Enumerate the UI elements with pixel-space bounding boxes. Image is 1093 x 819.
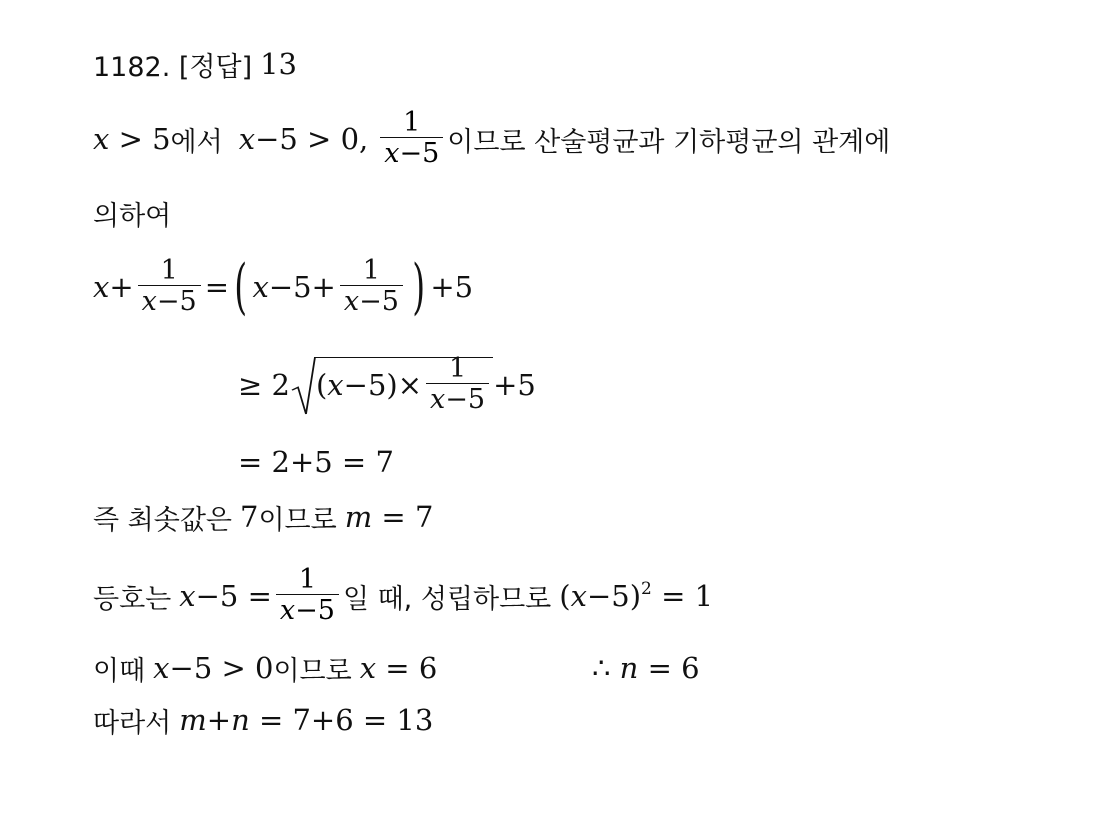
line-minimum bbox=[93, 497, 433, 537]
line-uihayeo bbox=[93, 193, 171, 233]
math-x-eq-6: x = 6 bbox=[359, 651, 438, 685]
math-result: = 2+5 = 7 bbox=[238, 445, 394, 479]
equation-line-2 bbox=[238, 342, 536, 428]
equation-line-1 bbox=[93, 244, 473, 330]
text-line2-suffix: 이므로 산술평균과 기하평균의 관계에 bbox=[447, 126, 891, 158]
line-therefore bbox=[592, 648, 700, 688]
text-ttaraseo: 따라서 bbox=[93, 707, 172, 739]
line-equality bbox=[93, 553, 713, 639]
problem-number-label: 1182. [정답] bbox=[93, 51, 253, 83]
radical-sign-icon bbox=[290, 355, 316, 415]
text-imeuro-2: 이므로 bbox=[273, 655, 352, 687]
math-m-eq-7: m = 7 bbox=[344, 500, 434, 534]
math-plus-5b: +5 bbox=[493, 368, 536, 402]
fraction-term-4: $\frac{1}{x-5}$ bbox=[276, 566, 339, 626]
fraction-term-3: $\frac{1}{x-5}$ bbox=[426, 355, 489, 415]
math-square-eq-1: $(x-5)^2 = 1$ bbox=[559, 579, 714, 613]
fraction-term: $\frac{1}{x-5}$ bbox=[138, 257, 201, 317]
equation-line-3 bbox=[238, 442, 394, 482]
text-itae: 이때 bbox=[93, 655, 146, 687]
line-final bbox=[93, 700, 433, 740]
math-geq-2: ≥ 2 bbox=[238, 368, 290, 402]
text-il-ttae: 일 때, 성립하므로 bbox=[342, 583, 552, 615]
math-plus-5: +5 bbox=[430, 270, 474, 304]
math-product: (x−5)× bbox=[315, 367, 423, 402]
problem-answer: 13 bbox=[260, 47, 298, 81]
text-eseo: 에서 bbox=[170, 126, 223, 158]
right-paren: ) bbox=[412, 252, 426, 322]
line-itae bbox=[93, 648, 437, 688]
math-equals: = bbox=[204, 270, 230, 304]
fraction-1-over-x-minus-5: $\frac{1}{x-5}$ bbox=[380, 109, 443, 169]
math-final-sum: m+n = 7+6 = 13 bbox=[179, 703, 434, 737]
math-x-gt-5: x > 5 bbox=[93, 122, 171, 156]
math-positive: x−5 > 0 bbox=[153, 651, 274, 685]
problem-header bbox=[93, 42, 297, 86]
math-x-minus-5-plus: x−5+ bbox=[252, 270, 336, 304]
math-x-plus: x+ bbox=[93, 270, 134, 304]
line-condition bbox=[93, 96, 890, 182]
math-x-minus-5-eq: x−5 = bbox=[179, 579, 272, 613]
square-root bbox=[290, 352, 493, 416]
math-x-minus-5-gt-0: x−5 > 0, bbox=[238, 122, 369, 156]
math-therefore-n-eq-6: ∴ n = 6 bbox=[592, 651, 700, 685]
text-minimum: 즉 최솟값은 bbox=[93, 504, 232, 536]
text-deunghoneun: 등호는 bbox=[93, 583, 172, 615]
fraction-term-2: $\frac{1}{x-5}$ bbox=[340, 257, 403, 317]
left-paren: ( bbox=[234, 252, 248, 322]
text-imeuro: 이므로 bbox=[258, 504, 337, 536]
text-uihayeo: 의하여 bbox=[93, 200, 172, 232]
math-7: 7 bbox=[240, 500, 259, 534]
